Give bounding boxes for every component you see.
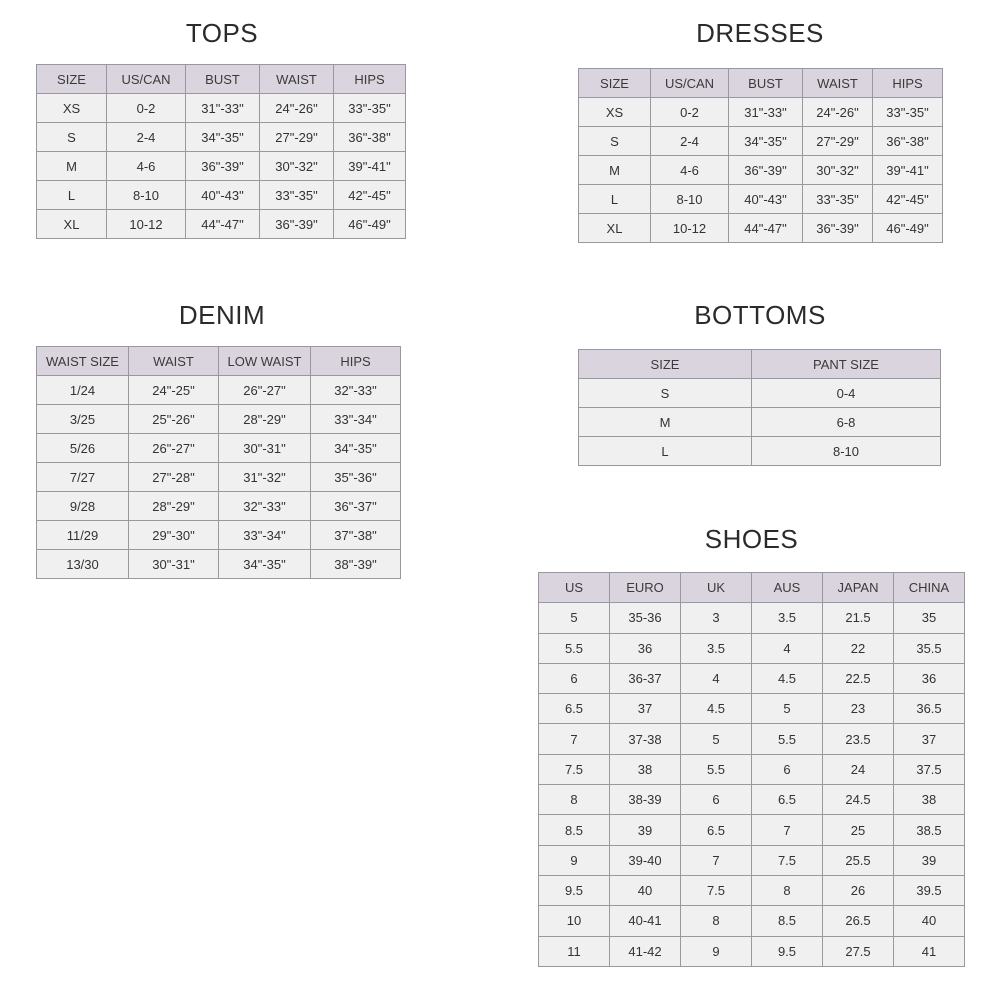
table-cell: 8 — [681, 906, 752, 936]
table-cell: 25"-26" — [129, 405, 219, 434]
table-row — [539, 785, 965, 815]
table-cell: 10-12 — [107, 210, 186, 239]
table-row — [539, 633, 965, 663]
table-cell: 36"-38" — [873, 127, 943, 156]
denim-column-header: HIPS — [311, 347, 401, 376]
table-cell: 31"-33" — [729, 98, 803, 127]
table-cell: 30"-31" — [129, 550, 219, 579]
table-row — [539, 724, 965, 754]
table-cell: 37.5 — [894, 754, 965, 784]
shoes-column-header: CHINA — [894, 573, 965, 603]
table-cell: 32"-33" — [219, 492, 311, 521]
table-row — [579, 127, 943, 156]
table-cell: 4-6 — [107, 152, 186, 181]
table-cell: 44"-47" — [186, 210, 260, 239]
table-cell: 22.5 — [823, 663, 894, 693]
table-cell: 11 — [539, 936, 610, 966]
table-cell: 32"-33" — [311, 376, 401, 405]
table-cell: 33"-35" — [334, 94, 406, 123]
table-cell: 9 — [539, 845, 610, 875]
table-cell: 35 — [894, 603, 965, 633]
table-cell: 4 — [752, 633, 823, 663]
table-row — [37, 376, 401, 405]
table-cell: L — [37, 181, 107, 210]
table-cell: 40"-43" — [729, 185, 803, 214]
table-cell: 36 — [610, 633, 681, 663]
table-cell: 4.5 — [752, 663, 823, 693]
denim-title: DENIM — [178, 300, 266, 330]
table-cell: 7/27 — [37, 463, 129, 492]
table-cell: 27"-29" — [260, 123, 334, 152]
table-cell: 34"-35" — [311, 434, 401, 463]
denim-column-header: WAIST — [129, 347, 219, 376]
table-cell: 24"-26" — [803, 98, 873, 127]
table-cell: 37 — [610, 694, 681, 724]
tops-column-header: HIPS — [334, 65, 406, 94]
table-cell: M — [579, 408, 752, 437]
table-cell: 35-36 — [610, 603, 681, 633]
dresses-header-row — [579, 69, 943, 98]
table-cell: 26.5 — [823, 906, 894, 936]
table-cell: 25 — [823, 815, 894, 845]
bottoms-column-header: SIZE — [579, 350, 752, 379]
table-cell: 6 — [539, 663, 610, 693]
table-cell: 38 — [610, 754, 681, 784]
table-cell: 42"-45" — [334, 181, 406, 210]
table-cell: 4-6 — [651, 156, 729, 185]
table-cell: 10-12 — [651, 214, 729, 243]
shoes-column-header: AUS — [752, 573, 823, 603]
table-cell: 11/29 — [37, 521, 129, 550]
table-row — [37, 550, 401, 579]
table-cell: 26"-27" — [219, 376, 311, 405]
table-cell: 39.5 — [894, 875, 965, 905]
table-row — [579, 185, 943, 214]
table-cell: 9 — [681, 936, 752, 966]
dresses-column-header: SIZE — [579, 69, 651, 98]
dresses-column-header: WAIST — [803, 69, 873, 98]
table-cell: 37-38 — [610, 724, 681, 754]
table-cell: 36"-39" — [260, 210, 334, 239]
table-cell: 13/30 — [37, 550, 129, 579]
table-cell: 7 — [539, 724, 610, 754]
table-cell: 38-39 — [610, 785, 681, 815]
table-row — [539, 754, 965, 784]
table-cell: 30"-31" — [219, 434, 311, 463]
table-row — [539, 663, 965, 693]
table-row — [37, 94, 406, 123]
table-cell: 33"-35" — [873, 98, 943, 127]
dresses-column-header: BUST — [729, 69, 803, 98]
table-cell: M — [579, 156, 651, 185]
table-cell: 36"-38" — [334, 123, 406, 152]
dresses-table — [578, 68, 943, 243]
table-cell: 35"-36" — [311, 463, 401, 492]
table-cell: 5.5 — [681, 754, 752, 784]
table-cell: 36"-39" — [803, 214, 873, 243]
table-row — [539, 694, 965, 724]
table-cell: 44"-47" — [729, 214, 803, 243]
table-cell: 7 — [681, 845, 752, 875]
table-row — [579, 214, 943, 243]
table-cell: 8-10 — [651, 185, 729, 214]
shoes-column-header: EURO — [610, 573, 681, 603]
table-cell: 38"-39" — [311, 550, 401, 579]
table-row — [539, 875, 965, 905]
table-cell: 6 — [681, 785, 752, 815]
table-cell: 7.5 — [539, 754, 610, 784]
table-cell: XS — [579, 98, 651, 127]
table-cell: 8.5 — [752, 906, 823, 936]
table-cell: 38.5 — [894, 815, 965, 845]
tops-column-header: BUST — [186, 65, 260, 94]
table-row — [539, 936, 965, 966]
table-cell: 3.5 — [752, 603, 823, 633]
table-cell: 8-10 — [752, 437, 941, 466]
table-cell: 6.5 — [752, 785, 823, 815]
table-cell: 4 — [681, 663, 752, 693]
table-cell: L — [579, 437, 752, 466]
table-cell: 33"-35" — [803, 185, 873, 214]
table-cell: XL — [579, 214, 651, 243]
table-cell: 6 — [752, 754, 823, 784]
table-cell: 5 — [752, 694, 823, 724]
table-cell: 26"-27" — [129, 434, 219, 463]
denim-header-row — [37, 347, 401, 376]
table-cell: 9/28 — [37, 492, 129, 521]
table-cell: 8 — [752, 875, 823, 905]
table-cell: 33"-35" — [260, 181, 334, 210]
table-row — [37, 434, 401, 463]
tops-table — [36, 64, 406, 239]
table-cell: M — [37, 152, 107, 181]
table-cell: 39"-41" — [334, 152, 406, 181]
table-cell: 23.5 — [823, 724, 894, 754]
table-cell: 40-41 — [610, 906, 681, 936]
table-cell: 40"-43" — [186, 181, 260, 210]
table-cell: 21.5 — [823, 603, 894, 633]
dresses-column-header: HIPS — [873, 69, 943, 98]
bottoms-column-header: PANT SIZE — [752, 350, 941, 379]
table-cell: 27"-29" — [803, 127, 873, 156]
table-cell: 1/24 — [37, 376, 129, 405]
table-row — [579, 156, 943, 185]
table-cell: XS — [37, 94, 107, 123]
table-cell: 6.5 — [539, 694, 610, 724]
table-cell: 33"-34" — [219, 521, 311, 550]
table-cell: 9.5 — [539, 875, 610, 905]
table-cell: 34"-35" — [219, 550, 311, 579]
table-cell: 33"-34" — [311, 405, 401, 434]
table-cell: 34"-35" — [186, 123, 260, 152]
table-cell: 22 — [823, 633, 894, 663]
table-cell: 7.5 — [752, 845, 823, 875]
table-cell: 8.5 — [539, 815, 610, 845]
table-cell: XL — [37, 210, 107, 239]
table-row — [539, 603, 965, 633]
dresses-title: DRESSES — [696, 18, 824, 48]
bottoms-header-row — [579, 350, 941, 379]
table-cell: 29"-30" — [129, 521, 219, 550]
table-cell: 41 — [894, 936, 965, 966]
table-cell: S — [579, 379, 752, 408]
table-cell: 26 — [823, 875, 894, 905]
table-row — [37, 463, 401, 492]
table-cell: 0-4 — [752, 379, 941, 408]
table-cell: 0-2 — [651, 98, 729, 127]
table-cell: 40 — [894, 906, 965, 936]
table-row — [579, 437, 941, 466]
table-row — [579, 379, 941, 408]
table-cell: 25.5 — [823, 845, 894, 875]
table-cell: 37"-38" — [311, 521, 401, 550]
table-cell: 31"-33" — [186, 94, 260, 123]
table-cell: 24.5 — [823, 785, 894, 815]
table-row — [539, 815, 965, 845]
table-cell: 24"-26" — [260, 94, 334, 123]
table-cell: 7.5 — [681, 875, 752, 905]
table-cell: 6.5 — [681, 815, 752, 845]
denim-column-header: WAIST SIZE — [37, 347, 129, 376]
shoes-column-header: JAPAN — [823, 573, 894, 603]
table-cell: 36.5 — [894, 694, 965, 724]
table-row — [37, 405, 401, 434]
bottoms-table — [578, 349, 941, 466]
table-cell: 46"-49" — [334, 210, 406, 239]
table-cell: 7 — [752, 815, 823, 845]
table-row — [37, 521, 401, 550]
table-row — [539, 906, 965, 936]
table-cell: 39 — [894, 845, 965, 875]
table-cell: 38 — [894, 785, 965, 815]
table-cell: 36"-39" — [186, 152, 260, 181]
shoes-table — [538, 572, 965, 967]
table-cell: 36"-39" — [729, 156, 803, 185]
table-cell: S — [579, 127, 651, 156]
table-cell: L — [579, 185, 651, 214]
table-row — [37, 123, 406, 152]
table-row — [37, 152, 406, 181]
table-cell: 34"-35" — [729, 127, 803, 156]
table-cell: 46"-49" — [873, 214, 943, 243]
table-cell: 10 — [539, 906, 610, 936]
table-cell: 2-4 — [107, 123, 186, 152]
table-cell: 3/25 — [37, 405, 129, 434]
bottoms-title: BOTTOMS — [694, 300, 826, 330]
shoes-column-header: UK — [681, 573, 752, 603]
table-cell: 3.5 — [681, 633, 752, 663]
table-cell: 30"-32" — [260, 152, 334, 181]
tops-column-header: US/CAN — [107, 65, 186, 94]
dresses-column-header: US/CAN — [651, 69, 729, 98]
denim-table — [36, 346, 401, 579]
table-cell: 27.5 — [823, 936, 894, 966]
table-cell: 5.5 — [539, 633, 610, 663]
table-cell: 8-10 — [107, 181, 186, 210]
table-cell: 2-4 — [651, 127, 729, 156]
table-cell: 6-8 — [752, 408, 941, 437]
table-cell: 23 — [823, 694, 894, 724]
tops-column-header: WAIST — [260, 65, 334, 94]
table-cell: 3 — [681, 603, 752, 633]
table-cell: 36"-37" — [311, 492, 401, 521]
table-cell: 24"-25" — [129, 376, 219, 405]
table-cell: 24 — [823, 754, 894, 784]
table-cell: 39"-41" — [873, 156, 943, 185]
table-cell: 28"-29" — [129, 492, 219, 521]
shoes-column-header: US — [539, 573, 610, 603]
table-cell: 35.5 — [894, 633, 965, 663]
table-cell: 39 — [610, 815, 681, 845]
table-row — [579, 408, 941, 437]
table-cell: 27"-28" — [129, 463, 219, 492]
table-row — [37, 181, 406, 210]
shoes-title: SHOES — [704, 524, 799, 554]
table-cell: 8 — [539, 785, 610, 815]
table-cell: 4.5 — [681, 694, 752, 724]
table-row — [37, 492, 401, 521]
tops-header-row — [37, 65, 406, 94]
tops-column-header: SIZE — [37, 65, 107, 94]
shoes-header-row — [539, 573, 965, 603]
table-row — [37, 210, 406, 239]
table-cell: 37 — [894, 724, 965, 754]
table-cell: 36-37 — [610, 663, 681, 693]
table-cell: 9.5 — [752, 936, 823, 966]
denim-column-header: LOW WAIST — [219, 347, 311, 376]
table-cell: 39-40 — [610, 845, 681, 875]
table-cell: 5.5 — [752, 724, 823, 754]
table-row — [579, 98, 943, 127]
table-cell: 42"-45" — [873, 185, 943, 214]
table-cell: 5 — [681, 724, 752, 754]
table-cell: S — [37, 123, 107, 152]
table-cell: 28"-29" — [219, 405, 311, 434]
table-cell: 40 — [610, 875, 681, 905]
table-cell: 5/26 — [37, 434, 129, 463]
table-cell: 0-2 — [107, 94, 186, 123]
table-cell: 41-42 — [610, 936, 681, 966]
table-row — [539, 845, 965, 875]
table-cell: 36 — [894, 663, 965, 693]
table-cell: 5 — [539, 603, 610, 633]
tops-title: TOPS — [185, 18, 259, 48]
table-cell: 31"-32" — [219, 463, 311, 492]
table-cell: 30"-32" — [803, 156, 873, 185]
